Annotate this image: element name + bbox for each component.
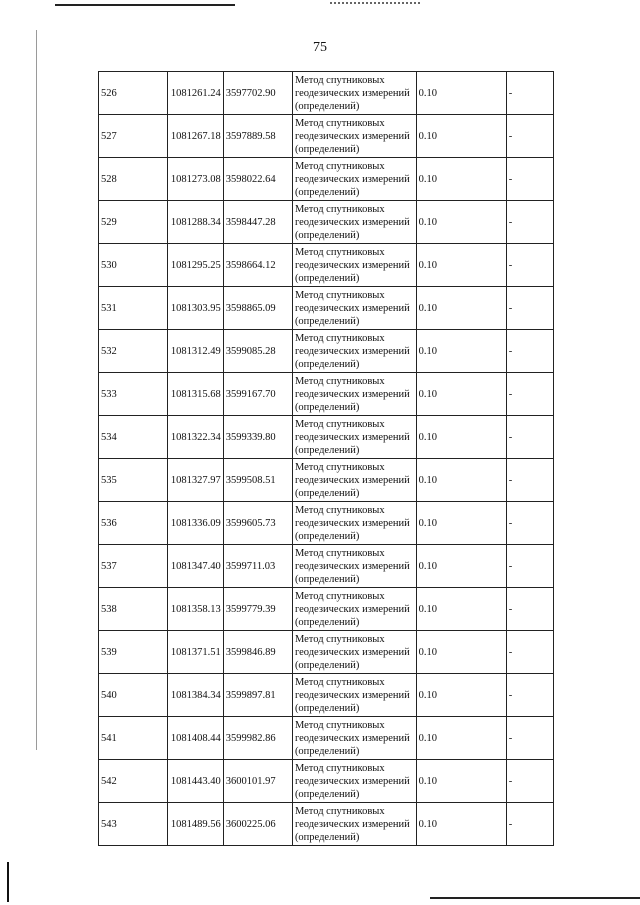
x-coordinate-cell: 1081384.34	[168, 674, 224, 717]
note-cell: -	[506, 588, 553, 631]
table-row	[99, 115, 554, 158]
scan-top-rule	[55, 4, 235, 6]
note-cell: -	[506, 416, 553, 459]
point-number-cell: 542	[99, 760, 168, 803]
note-cell: -	[506, 201, 553, 244]
y-coordinate-cell: 3598865.09	[223, 287, 292, 330]
coordinates-table-body	[99, 72, 554, 846]
accuracy-cell: 0.10	[416, 502, 506, 545]
point-number-cell: 529	[99, 201, 168, 244]
accuracy-cell: 0.10	[416, 459, 506, 502]
method-cell: Метод спутниковых геодезических измерений (определений)	[292, 330, 416, 373]
x-coordinate-cell: 1081336.09	[168, 502, 224, 545]
x-coordinate-cell: 1081443.40	[168, 760, 224, 803]
table-row	[99, 803, 554, 846]
y-coordinate-cell: 3598664.12	[223, 244, 292, 287]
accuracy-cell: 0.10	[416, 717, 506, 760]
x-coordinate-cell: 1081303.95	[168, 287, 224, 330]
point-number-cell: 532	[99, 330, 168, 373]
note-cell: -	[506, 287, 553, 330]
method-cell: Метод спутниковых геодезических измерений (определений)	[292, 287, 416, 330]
note-cell: -	[506, 545, 553, 588]
accuracy-cell: 0.10	[416, 72, 506, 115]
method-cell: Метод спутниковых геодезических измерений (определений)	[292, 545, 416, 588]
method-cell: Метод спутниковых геодезических измерений (определений)	[292, 717, 416, 760]
scan-left-rule	[36, 30, 37, 750]
note-cell: -	[506, 115, 553, 158]
accuracy-cell: 0.10	[416, 545, 506, 588]
table-row	[99, 545, 554, 588]
y-coordinate-cell: 3599508.51	[223, 459, 292, 502]
x-coordinate-cell: 1081315.68	[168, 373, 224, 416]
table-row	[99, 502, 554, 545]
page-number: 75	[313, 40, 327, 55]
point-number-cell: 540	[99, 674, 168, 717]
y-coordinate-cell: 3599339.80	[223, 416, 292, 459]
x-coordinate-cell: 1081295.25	[168, 244, 224, 287]
x-coordinate-cell: 1081371.51	[168, 631, 224, 674]
note-cell: -	[506, 717, 553, 760]
table-row	[99, 287, 554, 330]
point-number-cell: 543	[99, 803, 168, 846]
note-cell: -	[506, 330, 553, 373]
note-cell: -	[506, 244, 553, 287]
y-coordinate-cell: 3599897.81	[223, 674, 292, 717]
accuracy-cell: 0.10	[416, 115, 506, 158]
point-number-cell: 537	[99, 545, 168, 588]
table-row	[99, 330, 554, 373]
table-row	[99, 459, 554, 502]
y-coordinate-cell: 3599982.86	[223, 717, 292, 760]
scan-bottom-mark	[7, 862, 9, 902]
method-cell: Метод спутниковых геодезических измерений (определений)	[292, 72, 416, 115]
coordinates-table	[98, 71, 554, 846]
method-cell: Метод спутниковых геодезических измерений (определений)	[292, 631, 416, 674]
y-coordinate-cell: 3599711.03	[223, 545, 292, 588]
point-number-cell: 534	[99, 416, 168, 459]
method-cell: Метод спутниковых геодезических измерений (определений)	[292, 115, 416, 158]
x-coordinate-cell: 1081267.18	[168, 115, 224, 158]
y-coordinate-cell: 3599085.28	[223, 330, 292, 373]
note-cell: -	[506, 674, 553, 717]
table-row	[99, 674, 554, 717]
x-coordinate-cell: 1081261.24	[168, 72, 224, 115]
y-coordinate-cell: 3599846.89	[223, 631, 292, 674]
note-cell: -	[506, 459, 553, 502]
point-number-cell: 541	[99, 717, 168, 760]
x-coordinate-cell: 1081312.49	[168, 330, 224, 373]
point-number-cell: 538	[99, 588, 168, 631]
note-cell: -	[506, 631, 553, 674]
accuracy-cell: 0.10	[416, 330, 506, 373]
table-row	[99, 717, 554, 760]
scan-bottom-rule	[430, 897, 640, 899]
accuracy-cell: 0.10	[416, 588, 506, 631]
accuracy-cell: 0.10	[416, 674, 506, 717]
note-cell: -	[506, 803, 553, 846]
method-cell: Метод спутниковых геодезических измерений (определений)	[292, 502, 416, 545]
x-coordinate-cell: 1081288.34	[168, 201, 224, 244]
accuracy-cell: 0.10	[416, 760, 506, 803]
method-cell: Метод спутниковых геодезических измерений (определений)	[292, 158, 416, 201]
scan-smudge	[330, 2, 420, 7]
method-cell: Метод спутниковых геодезических измерений (определений)	[292, 803, 416, 846]
note-cell: -	[506, 158, 553, 201]
table-row	[99, 373, 554, 416]
x-coordinate-cell: 1081273.08	[168, 158, 224, 201]
x-coordinate-cell: 1081327.97	[168, 459, 224, 502]
accuracy-cell: 0.10	[416, 287, 506, 330]
y-coordinate-cell: 3600101.97	[223, 760, 292, 803]
table-row	[99, 631, 554, 674]
x-coordinate-cell: 1081347.40	[168, 545, 224, 588]
y-coordinate-cell: 3598447.28	[223, 201, 292, 244]
note-cell: -	[506, 72, 553, 115]
accuracy-cell: 0.10	[416, 244, 506, 287]
method-cell: Метод спутниковых геодезических измерений (определений)	[292, 459, 416, 502]
accuracy-cell: 0.10	[416, 373, 506, 416]
x-coordinate-cell: 1081322.34	[168, 416, 224, 459]
method-cell: Метод спутниковых геодезических измерений (определений)	[292, 416, 416, 459]
point-number-cell: 531	[99, 287, 168, 330]
y-coordinate-cell: 3597702.90	[223, 72, 292, 115]
method-cell: Метод спутниковых геодезических измерений (определений)	[292, 373, 416, 416]
accuracy-cell: 0.10	[416, 158, 506, 201]
table-row	[99, 760, 554, 803]
note-cell: -	[506, 760, 553, 803]
y-coordinate-cell: 3598022.64	[223, 158, 292, 201]
point-number-cell: 527	[99, 115, 168, 158]
point-number-cell: 539	[99, 631, 168, 674]
accuracy-cell: 0.10	[416, 201, 506, 244]
y-coordinate-cell: 3599167.70	[223, 373, 292, 416]
point-number-cell: 536	[99, 502, 168, 545]
accuracy-cell: 0.10	[416, 803, 506, 846]
table-row	[99, 201, 554, 244]
method-cell: Метод спутниковых геодезических измерений (определений)	[292, 760, 416, 803]
method-cell: Метод спутниковых геодезических измерений (определений)	[292, 674, 416, 717]
point-number-cell: 533	[99, 373, 168, 416]
table-row	[99, 244, 554, 287]
note-cell: -	[506, 373, 553, 416]
table-row	[99, 158, 554, 201]
point-number-cell: 530	[99, 244, 168, 287]
point-number-cell: 526	[99, 72, 168, 115]
method-cell: Метод спутниковых геодезических измерений (определений)	[292, 588, 416, 631]
x-coordinate-cell: 1081408.44	[168, 717, 224, 760]
y-coordinate-cell: 3600225.06	[223, 803, 292, 846]
method-cell: Метод спутниковых геодезических измерений (определений)	[292, 244, 416, 287]
table-row	[99, 588, 554, 631]
y-coordinate-cell: 3597889.58	[223, 115, 292, 158]
accuracy-cell: 0.10	[416, 416, 506, 459]
point-number-cell: 535	[99, 459, 168, 502]
point-number-cell: 528	[99, 158, 168, 201]
x-coordinate-cell: 1081489.56	[168, 803, 224, 846]
method-cell: Метод спутниковых геодезических измерений (определений)	[292, 201, 416, 244]
x-coordinate-cell: 1081358.13	[168, 588, 224, 631]
note-cell: -	[506, 502, 553, 545]
y-coordinate-cell: 3599779.39	[223, 588, 292, 631]
table-row	[99, 416, 554, 459]
table-row	[99, 72, 554, 115]
accuracy-cell: 0.10	[416, 631, 506, 674]
y-coordinate-cell: 3599605.73	[223, 502, 292, 545]
